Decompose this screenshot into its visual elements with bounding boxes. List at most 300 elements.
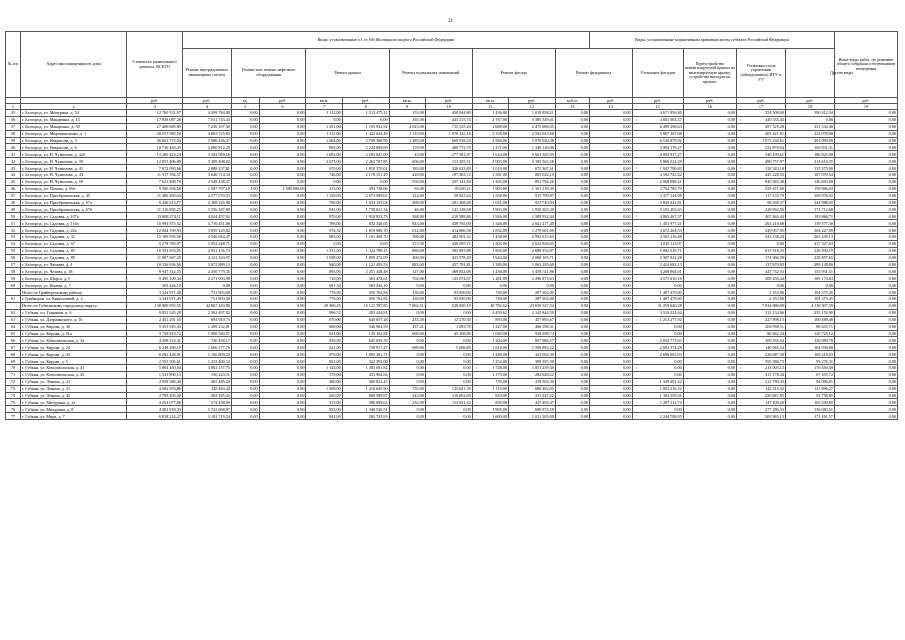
- value-cell: 0,00: [683, 399, 736, 406]
- value-cell: 1 281,00: [472, 275, 508, 282]
- value-cell: 0,00: [231, 268, 259, 275]
- value-cell: 1 006 540,57: [182, 330, 231, 337]
- table-row: [6, 158, 898, 165]
- index-cell: 10: [425, 104, 472, 110]
- value-cell: 6 120 879,92: [632, 137, 683, 144]
- address-cell: г. Белгород, ул. Садовая, д. 107а: [20, 213, 127, 220]
- value-cell: 135 375,00: [785, 165, 834, 172]
- value-cell: 0,00: [683, 234, 736, 241]
- address-cell: г. Губкин, пл. Горняков, д. 6: [20, 309, 127, 316]
- value-cell: 98 438,37: [736, 199, 785, 206]
- value-cell: 0,00: [683, 206, 736, 213]
- address-cell: г. Губкин, ул. Дзержинского, д. 10: [20, 316, 127, 323]
- address-cell: г. Губкин, ул. Ленина, д. 21: [20, 385, 127, 392]
- value-cell: 0,00: [555, 144, 589, 151]
- value-cell: 0,00: [555, 323, 589, 330]
- value-cell: 9 947 312,55: [127, 268, 182, 275]
- value-cell: 0,00: [834, 392, 897, 399]
- value-cell: 0,00: [555, 123, 589, 130]
- value-cell: 0,00: [834, 364, 897, 371]
- value-cell: 12 760 331,97: [127, 110, 182, 117]
- value-cell: 839,00: [472, 399, 508, 406]
- value-cell: 0,00: [834, 296, 897, 303]
- value-cell: 11 917 594,37: [127, 172, 182, 179]
- value-cell: 0,00: [259, 275, 306, 282]
- value-cell: 0,00: [589, 385, 632, 392]
- value-cell: 0,00: [632, 330, 683, 337]
- value-cell: 1 500 000,00: [259, 185, 306, 192]
- value-cell: 1 819 986,70: [342, 227, 389, 234]
- address-cell: г. Белгород, ул. Н. Чумичова, д. 58: [20, 178, 127, 185]
- value-cell: 174 966,58: [736, 254, 785, 261]
- value-cell: 127,00: [389, 268, 425, 275]
- value-cell: 0,00: [259, 392, 306, 399]
- value-cell: 0,00: [259, 302, 306, 309]
- value-cell: 0,00: [589, 192, 632, 199]
- table-row: [6, 261, 898, 268]
- value-cell: 0,00: [834, 358, 897, 365]
- value-cell: 1 279 601,00: [508, 227, 555, 234]
- value-cell: 3 672 889,13: [182, 261, 231, 268]
- value-cell: 0,00: [259, 116, 306, 123]
- value-cell: 1 453 977,21: [632, 220, 683, 227]
- value-cell: 0,00: [834, 351, 897, 358]
- value-cell: 1 609,00: [472, 413, 508, 420]
- value-cell: 4 208 864,01: [632, 268, 683, 275]
- value-cell: 5 866 524,29: [632, 158, 683, 165]
- value-cell: 7 862,51: [389, 302, 425, 309]
- value-cell: 0,00: [231, 323, 259, 330]
- value-cell: 2 709 368,99: [342, 137, 389, 144]
- value-cell: 2 368 226,98: [182, 199, 231, 206]
- value-cell: 1 894,00: [472, 247, 508, 254]
- value-cell: 0,00: [589, 316, 632, 323]
- value-cell: 0,00: [555, 172, 589, 179]
- value-cell: 0,00: [555, 399, 589, 406]
- value-cell: 1 458 311,86: [508, 268, 555, 275]
- value-cell: 186 825,00: [785, 151, 834, 158]
- address-cell: г. Белгород, ул. Преображенская, д. 45: [20, 192, 127, 199]
- value-cell: 93 850,00: [425, 296, 472, 303]
- value-cell: 1 031,00: [472, 199, 508, 206]
- value-cell: 4 946 664,47: [182, 234, 231, 241]
- unit-cell: руб.: [342, 98, 389, 104]
- address-cell: г. Губкин, ул. Комсомольская, д. 45: [20, 371, 127, 378]
- value-cell: 1 349 401,22: [632, 378, 683, 385]
- value-cell: 0,00: [589, 234, 632, 241]
- value-cell: 6 499 396,63: [632, 123, 683, 130]
- value-cell: 3 672 264,53: [632, 227, 683, 234]
- row-number: 68: [6, 351, 21, 358]
- unit-cell: руб.: [127, 98, 182, 104]
- value-cell: 0,00: [259, 364, 306, 371]
- value-cell: 3 385 349,41: [508, 116, 555, 123]
- value-cell: 0,00: [555, 165, 589, 172]
- table-row: [6, 337, 898, 344]
- value-cell: 1 389,00: [472, 261, 508, 268]
- table-row: [6, 213, 898, 220]
- value-cell: 146 693,00: [785, 178, 834, 185]
- value-cell: 3 344 971,49: [127, 296, 182, 303]
- value-cell: 786,00: [306, 220, 342, 227]
- value-cell: 0,00: [231, 351, 259, 358]
- subtotal-row: [6, 302, 898, 309]
- value-cell: 233,30: [389, 316, 425, 323]
- value-cell: 0,00: [231, 296, 259, 303]
- value-cell: 6 292 428,91: [127, 351, 182, 358]
- value-cell: 227 898,15: [736, 316, 785, 323]
- value-cell: 0,00: [834, 302, 897, 309]
- value-cell: 155 931,51: [785, 268, 834, 275]
- value-cell: 675 367,31: [508, 165, 555, 172]
- value-cell: 430,00: [389, 289, 425, 296]
- value-cell: 1 722 068,97: [182, 406, 231, 413]
- value-cell: 0,00: [589, 302, 632, 309]
- value-cell: 940,00: [306, 261, 342, 268]
- value-cell: 304 227,09: [785, 227, 834, 234]
- value-cell: 0,00: [555, 247, 589, 254]
- table-row: [6, 192, 898, 199]
- value-cell: 0,00: [555, 371, 589, 378]
- value-cell: 2 451 291,35: [127, 316, 182, 323]
- value-cell: 142 313,32: [736, 385, 785, 392]
- value-cell: 823,00: [306, 406, 342, 413]
- value-cell: 4 039 113,97: [632, 240, 683, 247]
- value-cell: 606,00: [389, 158, 425, 165]
- index-cell: 9: [389, 104, 425, 110]
- value-cell: 0,00: [589, 406, 632, 413]
- value-cell: 0,00: [683, 358, 736, 365]
- row-number: 75: [6, 399, 21, 406]
- value-cell: 0,00: [259, 151, 306, 158]
- value-cell: 92 758,85: [785, 392, 834, 399]
- value-cell: 0,00: [231, 206, 259, 213]
- value-cell: 0,00: [683, 144, 736, 151]
- row-number: 55: [6, 247, 21, 254]
- value-cell: 167 070,54: [785, 172, 834, 179]
- value-cell: 0,00: [259, 247, 306, 254]
- value-cell: 465 485,20: [182, 378, 231, 385]
- value-cell: 9 495 109,34: [127, 275, 182, 282]
- value-cell: 4 024 457,02: [182, 213, 231, 220]
- value-cell: 2 003,00: [472, 158, 508, 165]
- value-cell: 0,00: [555, 158, 589, 165]
- value-cell: 0,00: [259, 316, 306, 323]
- value-cell: 393 738,06: [342, 185, 389, 192]
- index-cell: 1: [6, 104, 21, 110]
- value-cell: 1 644,00: [472, 254, 508, 261]
- row-number: 49: [6, 206, 21, 213]
- value-cell: 1 233 400,34: [182, 358, 231, 365]
- value-cell: 485 822,45: [342, 378, 389, 385]
- value-cell: 120 099,78: [785, 337, 834, 344]
- value-cell: 1 078 425,16: [425, 130, 472, 137]
- value-cell: 104 375,45: [785, 296, 834, 303]
- value-cell: 0,00: [259, 110, 306, 117]
- value-cell: 128 343,10: [736, 165, 785, 172]
- value-cell: 255 152,90: [785, 309, 834, 316]
- value-cell: 0,00: [555, 254, 589, 261]
- value-cell: 0,00: [231, 302, 259, 309]
- value-cell: 1 254,00: [472, 358, 508, 365]
- value-cell: 0,00: [683, 116, 736, 123]
- value-cell: 832 346,65: [342, 220, 389, 227]
- value-cell: 0,00: [683, 275, 736, 282]
- value-cell: 0,00: [834, 240, 897, 247]
- value-cell: 3 309 408,02: [182, 158, 231, 165]
- value-cell: 810,00: [472, 392, 508, 399]
- value-cell: 0,00: [632, 358, 683, 365]
- address-cell: г. Белгород, ул. Мичурина, д. 54: [20, 110, 127, 117]
- value-cell: 0,00: [231, 151, 259, 158]
- value-cell: 19 020,21: [425, 185, 472, 192]
- value-cell: 0,00: [589, 282, 632, 289]
- value-cell: 0,00: [589, 178, 632, 185]
- value-cell: 0,00: [555, 151, 589, 158]
- value-cell: 341 002,30: [508, 351, 555, 358]
- value-cell: 3 358,00: [472, 130, 508, 137]
- value-cell: 447 732,33: [736, 268, 785, 275]
- value-cell: 413,00: [306, 185, 342, 192]
- value-cell: 0,00: [555, 275, 589, 282]
- address-cell: г. Губкин, ул. Мичурина, д. 2а: [20, 399, 127, 406]
- value-cell: 1 422 624,49: [342, 130, 389, 137]
- value-cell: 0,00: [683, 220, 736, 227]
- value-cell: 329 471,60: [736, 185, 785, 192]
- value-cell: 0,00: [683, 261, 736, 268]
- value-cell: 1 926,00: [472, 213, 508, 220]
- value-cell: 2 553 595,61: [127, 358, 182, 365]
- value-cell: 7 236 107,30: [182, 123, 231, 130]
- value-cell: 974,32: [306, 227, 342, 234]
- col-roof-header: Ремонт крыши: [306, 49, 389, 98]
- value-cell: 0,00: [683, 364, 736, 371]
- value-cell: 67 455,72: [785, 371, 834, 378]
- value-cell: 0,00: [589, 123, 632, 130]
- value-cell: 29 406,45: [306, 302, 342, 309]
- table-row: [6, 392, 898, 399]
- row-number: 36: [6, 116, 21, 123]
- value-cell: 0,00: [683, 371, 736, 378]
- group-zhk-header: Виды, установленные ч.1 ст.166 Жилищного кодекса Российской Федерации: [182, 32, 589, 49]
- unit-cell: руб.: [834, 98, 897, 104]
- value-cell: 104 938,80: [785, 344, 834, 351]
- value-cell: 996,52: [306, 309, 342, 316]
- value-cell: 179,00: [389, 144, 425, 151]
- value-cell: 1 002,00: [306, 151, 342, 158]
- value-cell: 2 041 277,40: [508, 220, 555, 227]
- col-elevators-header: Ремонт или замена лифтового оборудования: [231, 49, 306, 98]
- value-cell: 3 254 077,88: [127, 399, 182, 406]
- value-cell: 668,00: [306, 323, 342, 330]
- value-cell: 0,00: [632, 406, 683, 413]
- value-cell: 1 271,00: [472, 144, 508, 151]
- value-cell: 0,00: [231, 158, 259, 165]
- value-cell: 1 430,00: [472, 268, 508, 275]
- value-cell: 860 589,67: [342, 392, 389, 399]
- row-number: 52: [6, 227, 21, 234]
- col-basement-header: Ремонт подвальных помещений: [389, 49, 472, 98]
- value-cell: 0,00: [834, 130, 897, 137]
- value-cell: 1 166 809,23: [182, 351, 231, 358]
- value-cell: 0,00: [259, 399, 306, 406]
- value-cell: 363 472,61: [342, 275, 389, 282]
- value-cell: 4 862 467,37: [632, 213, 683, 220]
- value-cell: 689,00: [389, 344, 425, 351]
- value-cell: 430,00: [389, 296, 425, 303]
- value-cell: 141 128,58: [425, 206, 472, 213]
- unit-cell: руб.: [259, 98, 306, 104]
- row-number: 64: [6, 323, 21, 330]
- value-cell: 1 181 719,54: [182, 413, 231, 420]
- value-cell: 813 918,35: [736, 247, 785, 254]
- value-cell: 710,00: [306, 275, 342, 282]
- value-cell: 0,00: [834, 192, 897, 199]
- value-cell: 1 204,00: [472, 337, 508, 344]
- value-cell: 556,00: [389, 178, 425, 185]
- value-cell: 1 280,00: [472, 351, 508, 358]
- value-cell: 45 208,80: [425, 330, 472, 337]
- value-cell: 0,00: [555, 234, 589, 241]
- value-cell: 1 509 883,22: [508, 344, 555, 351]
- value-cell: 0,00: [259, 206, 306, 213]
- value-cell: 1 121 493,53: [342, 261, 389, 268]
- value-cell: 7 034 886,00: [736, 302, 785, 309]
- value-cell: 0,00: [683, 385, 736, 392]
- value-cell: 0,00: [259, 358, 306, 365]
- value-cell: 3 104 969,16: [182, 151, 231, 158]
- value-cell: 0,00: [683, 330, 736, 337]
- value-cell: 0,00: [389, 406, 425, 413]
- value-cell: 1 303 691,82: [342, 364, 389, 371]
- value-cell: 205 965,13: [736, 413, 785, 420]
- value-cell: 2 019,00: [472, 165, 508, 172]
- value-cell: 28 557 985,50: [127, 130, 182, 137]
- value-cell: 543 138,24: [736, 234, 785, 241]
- value-cell: 231 534,40: [785, 123, 834, 130]
- index-cell: 5: [231, 104, 259, 110]
- value-cell: 821,00: [306, 358, 342, 365]
- value-cell: 1 302 559,36: [632, 392, 683, 399]
- value-cell: 0,00: [834, 234, 897, 241]
- row-number: 43: [6, 165, 21, 172]
- table-row: [6, 123, 898, 130]
- value-cell: 0,00: [589, 213, 632, 220]
- value-cell: 0,00: [425, 413, 472, 420]
- value-cell: 0,00: [555, 261, 589, 268]
- value-cell: 0,00: [834, 406, 897, 413]
- value-cell: 2 622 826,05: [508, 240, 555, 247]
- table-row: [6, 240, 898, 247]
- value-cell: 0,00: [555, 344, 589, 351]
- value-cell: 42 867 443,89: [182, 302, 231, 309]
- value-cell: 669 918,33: [425, 137, 472, 144]
- value-cell: 1 458,00: [472, 234, 508, 241]
- value-cell: 165,00: [389, 116, 425, 123]
- value-cell: 0,00: [683, 268, 736, 275]
- value-cell: 0,00: [683, 413, 736, 420]
- address-cell: г. Белгород, ул. Садовая, д. 85: [20, 247, 127, 254]
- value-cell: 4 118 307,59: [785, 302, 834, 309]
- address-cell: г. Белгород, ул. Садовая, д. 32: [20, 234, 127, 241]
- value-cell: 0,00: [231, 337, 259, 344]
- address-cell: г. Белгород, ул. Н. Чумичова, д. 41: [20, 165, 127, 172]
- value-cell: 543,00: [389, 392, 425, 399]
- value-cell: 2 283 047,09: [342, 151, 389, 158]
- value-cell: 381 743,93: [342, 413, 389, 420]
- table-row: [6, 130, 898, 137]
- value-cell: 4 094 917,27: [632, 151, 683, 158]
- value-cell: 0,00: [259, 144, 306, 151]
- value-cell: 529 057,95: [736, 227, 785, 234]
- value-cell: 1 666 577,76: [182, 344, 231, 351]
- value-cell: 232,00: [389, 399, 425, 406]
- address-cell: г. Белгород, ул. Садовая, д. 116а: [20, 220, 127, 227]
- value-cell: 0,00: [472, 282, 508, 289]
- value-cell: 368,00: [389, 213, 425, 220]
- address-cell: г. Губкин, ул. Кирова, д. 24: [20, 344, 127, 351]
- value-cell: 350 762,84: [342, 289, 389, 296]
- value-cell: 0,00: [259, 172, 306, 179]
- value-cell: 0,00: [389, 282, 425, 289]
- value-cell: 0,00: [834, 316, 897, 323]
- value-cell: 1 143,00: [306, 364, 342, 371]
- value-cell: 10 736 463,43: [127, 144, 182, 151]
- table-row: [6, 378, 898, 385]
- value-cell: 390,00: [389, 234, 425, 241]
- value-cell: 2 696 603,93: [632, 351, 683, 358]
- value-cell: 0,00: [589, 116, 632, 123]
- value-cell: 0,00: [555, 316, 589, 323]
- value-cell: 0,00: [425, 351, 472, 358]
- value-cell: 88 435,71: [785, 323, 834, 330]
- value-cell: 0,00: [589, 185, 632, 192]
- value-cell: 0,00: [834, 309, 897, 316]
- value-cell: 15 121 787,85: [342, 302, 389, 309]
- value-cell: 1 995,00: [472, 406, 508, 413]
- value-cell: 0,00: [683, 165, 736, 172]
- value-cell: 0,00: [259, 351, 306, 358]
- index-cell: 15: [632, 104, 683, 110]
- table-row: [6, 309, 898, 316]
- unit-cell: руб.: [632, 98, 683, 104]
- value-cell: 1 587 707,10: [182, 185, 231, 192]
- value-cell: 0,00: [259, 192, 306, 199]
- value-cell: 0,00: [683, 151, 736, 158]
- value-cell: 0,00: [259, 406, 306, 413]
- address-cell: г. Губкин, ул. Кирова, д. 31а: [20, 330, 127, 337]
- value-cell: 0,00: [834, 185, 897, 192]
- value-cell: 277 581,87: [425, 151, 472, 158]
- value-cell: 1 049,00: [472, 330, 508, 337]
- value-cell: 694 910,75: [182, 316, 231, 323]
- table-row: [6, 234, 898, 241]
- value-cell: 136 083,51: [785, 406, 834, 413]
- value-cell: 0,00: [834, 165, 897, 172]
- value-cell: 9 580 594,58: [127, 185, 182, 192]
- value-cell: 540 199,61: [736, 151, 785, 158]
- value-cell: 0,00: [589, 392, 632, 399]
- value-cell: 0,00: [259, 309, 306, 316]
- value-cell: 27 406 685,89: [127, 123, 182, 130]
- value-cell: 776,00: [306, 289, 342, 296]
- value-cell: 26 601 772,94: [127, 137, 182, 144]
- value-cell: 0,00: [259, 371, 306, 378]
- value-cell: 1 183 932,92: [342, 123, 389, 130]
- value-cell: 214 610,35: [785, 158, 834, 165]
- value-cell: 0,00: [589, 254, 632, 261]
- value-cell: 222 078,90: [785, 130, 834, 137]
